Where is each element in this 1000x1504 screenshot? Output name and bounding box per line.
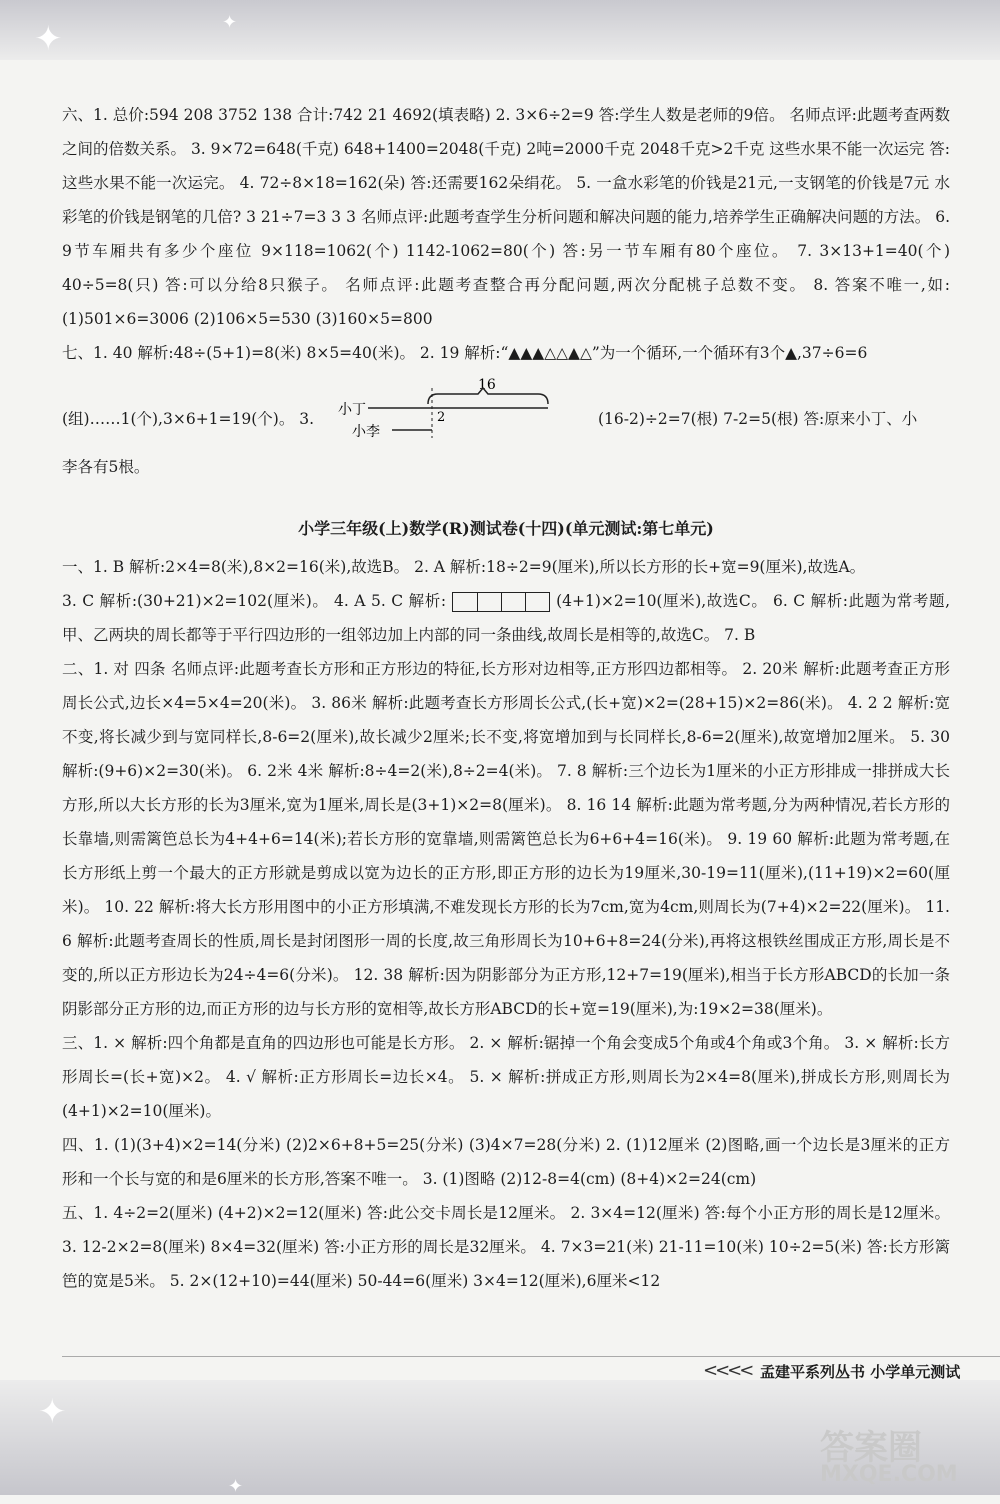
part-1-pre: 3. C 解析:(30+21)×2=102(厘米)。 4. A 5. C 解析: xyxy=(62,592,447,610)
section-6: 六、1. 总价:594 208 3752 138 合计:742 21 4692(填表略) 2. 3×6÷2=9 答:学生人数是老师的9倍。 名师点评:此题考查两数之间的倍数关系。 3. 9×72=648(千克) 648+1400=2048(千克) 2吨=2000千克 2048千克>2千克 这些水果不能一次运完 答:这些水果不能一次运完。 4. 72÷8×18=162(朵) 答:还需要162朵绢花。 5. 一盒水彩笔的价钱是21元,一支钢笔的价钱是7元 水彩笔的价钱是钢笔的几倍? 3 21÷7=3 3 3 名师点评:此题考查学生分析问题和解决问题的能力,培养学生正确解决问题的方法。 6. 9节车厢共有多少个座位 9×118=1062(个) 1142-1062=80(个) 答:另一节车厢有80个座位。 7. 3×13+1=40(个) 40÷5=8(只) 答:可以分给8只猴子。 名师点评:此题考查整合再分配问题,两次分配桃子总数不变。 8. 答案不唯一,如:(1)501×6=3006 (2)106×5=530 (3)160×5=800 xyxy=(62,106,950,328)
part-1-line-1: 一、1. B 解析:2×4=8(米),8×2=16(米),故选B。 2. A 解析:18÷2=9(厘米),所以长方形的长+宽=9(厘米),故选A。 xyxy=(62,558,866,576)
section-7-line-3: 李各有5根。 xyxy=(62,458,150,476)
sparkle-icon: ✦ xyxy=(34,19,63,59)
answer-page xyxy=(62,98,950,1298)
sparkle-icon: ✦ xyxy=(228,1476,244,1497)
diagram-label-ding: 小丁 xyxy=(338,402,366,418)
arrow-decor-icon: <<<< xyxy=(703,1360,752,1381)
part-4: 四、1. (1)(3+4)×2=14(分米) (2)2×6+8+5=25(分米) (3)4×7=28(分米) 2. (1)12厘米 (2)图略,画一个边长是3厘米的正方形和一个长与宽的和是6厘米的长方形,答案不唯一。 3. (1)图略 (2)12-8=4(cm) (8+4)×2=24(cm) xyxy=(62,1136,950,1188)
part-5: 五、1. 4÷2=2(厘米) (4+2)×2=12(厘米) 答:此公交卡周长是12厘米。 2. 3×4=12(厘米) 答:每个小正方形的周长是12厘米。 3. 12-2×2=8(厘米) 8×4=32(厘米) 答:小正方形的周长是32厘米。 4. 7×3=21(米) 21-11=10(米) 10÷2=5(米) 答:长方形篱笆的宽是5米。 5. 2×(12+10)=44(厘米) 50-44=6(厘米) 3×4=12(厘米),6厘米<12 xyxy=(62,1204,950,1290)
footer-divider xyxy=(62,1356,1000,1357)
sparkle-icon: ✦ xyxy=(222,12,238,33)
section-7-line-1: 七、1. 40 解析:48÷(5+1)=8(米) 8×5=40(米)。 2. 19 解析:“▲▲▲△△▲△”为一个循环,一个循环有3个▲,37÷6=6 xyxy=(62,344,868,362)
section-7-line-2-post: (16-2)÷2=7(根) 7-2=5(根) 答:原来小丁、小 xyxy=(598,410,918,428)
stick-diagram xyxy=(338,376,588,440)
section-7-diagram-line xyxy=(62,376,950,440)
sparkle-icon: ✦ xyxy=(38,1392,67,1432)
watermark-url: MXQE.COM xyxy=(820,1462,958,1487)
test-paper-title: 小学三年级(上)数学(R)测试卷(十四)(单元测试:第七单元) xyxy=(298,519,714,538)
four-square-strip xyxy=(452,592,550,612)
part-1-line-2 xyxy=(62,584,950,652)
part-1-post: (4+1)×2=10(厘米),故选C。 6. C 解析:此题为常考题,甲、乙两块的周长都等于平行四边形的一组邻边加上内部的同一条曲线,故周长是相等的,故选C。 7. B xyxy=(62,592,951,644)
watermark-logo: 答案圈 xyxy=(820,1428,922,1468)
diagram-total-label: 16 xyxy=(478,377,496,393)
diagram-label-li: 小李 xyxy=(352,424,380,440)
diagram-diff-label: 2 xyxy=(437,410,446,425)
section-7-line-2-pre: (组)……1(个),3×6+1=19(个)。 3. xyxy=(62,410,315,428)
footer-series-title: 孟建平系列丛书 小学单元测试 xyxy=(760,1363,961,1381)
part-2: 二、1. 对 四条 名师点评:此题考查长方形和正方形边的特征,长方形对边相等,正方形四边都相等。 2. 20米 解析:此题考查正方形周长公式,边长×4=5×4=20(米)。 3. 86米 解析:此题考查长方形周长公式,(长+宽)×2=(28+15)×2=86(米)。 4. 2 2 解析:宽不变,将长减少到与宽同样长,8-6=2(厘米),故长减少2厘米;长不变,将宽增加到与长同样长,8-6=2(厘米),故宽增加2厘米。 5. 30 解析:(9+6)×2=30(米)。 6. 2米 4米 解析:8÷4=2(米),8÷2=4(米)。 7. 8 解析:三个边长为1厘米的小正方形排成一排拼成大长方形,所以大长方形的长为3厘米,宽为1厘米,周长是(3+1)×2=8(厘米)。 8. 16 14 解析:此题为常考题,分为两种情况,若长方形的长靠墙,则需篱笆总长为4+4+6=14(米);若长方形的宽靠墙,则需篱笆总长为6+6+4=16(米)。 9. 19 60 解析:此题为常考题,在长方形纸上剪一个最大的正方形就是剪成以宽为边长的正方形,即正方形的边长为19厘米,30-19=11(厘米),(11+19)×2=60(厘米)。 10. 22 解析:将大长方形用图中的小正方形填满,不难发现长方形的长为7cm,宽为4cm,则周长为(7+4)×2=22(厘米)。 11. 6 解析:此题考查周长的性质,周长是封闭图形一周的长度,故三角形周长为10+6+8=24(分米),再将这根铁丝围成正方形,周长是不变的,所以正方形边长为24÷4=6(分米)。 12. 38 解析:因为阴影部分为正方形,12+7=19(厘米),相当于长方形ABCD的长加一条阴影部分正方形的边,而正方形的边与长方形的宽相等,故长方形ABCD的长+宽=19(厘米),为:19×2=38(厘米)。 xyxy=(62,660,950,1018)
top-decor-band xyxy=(0,0,1000,60)
part-3: 三、1. × 解析:四个角都是直角的四边形也可能是长方形。 2. × 解析:锯掉一个角会变成5个角或4个角或3个角。 3. × 解析:长方形周长=(长+宽)×2。 4. √ 解析:正方形周长=边长×4。 5. × 解析:拼成正方形,则周长为2×4=8(厘米),拼成长方形,则周长为(4+1)×2=10(厘米)。 xyxy=(62,1034,950,1120)
